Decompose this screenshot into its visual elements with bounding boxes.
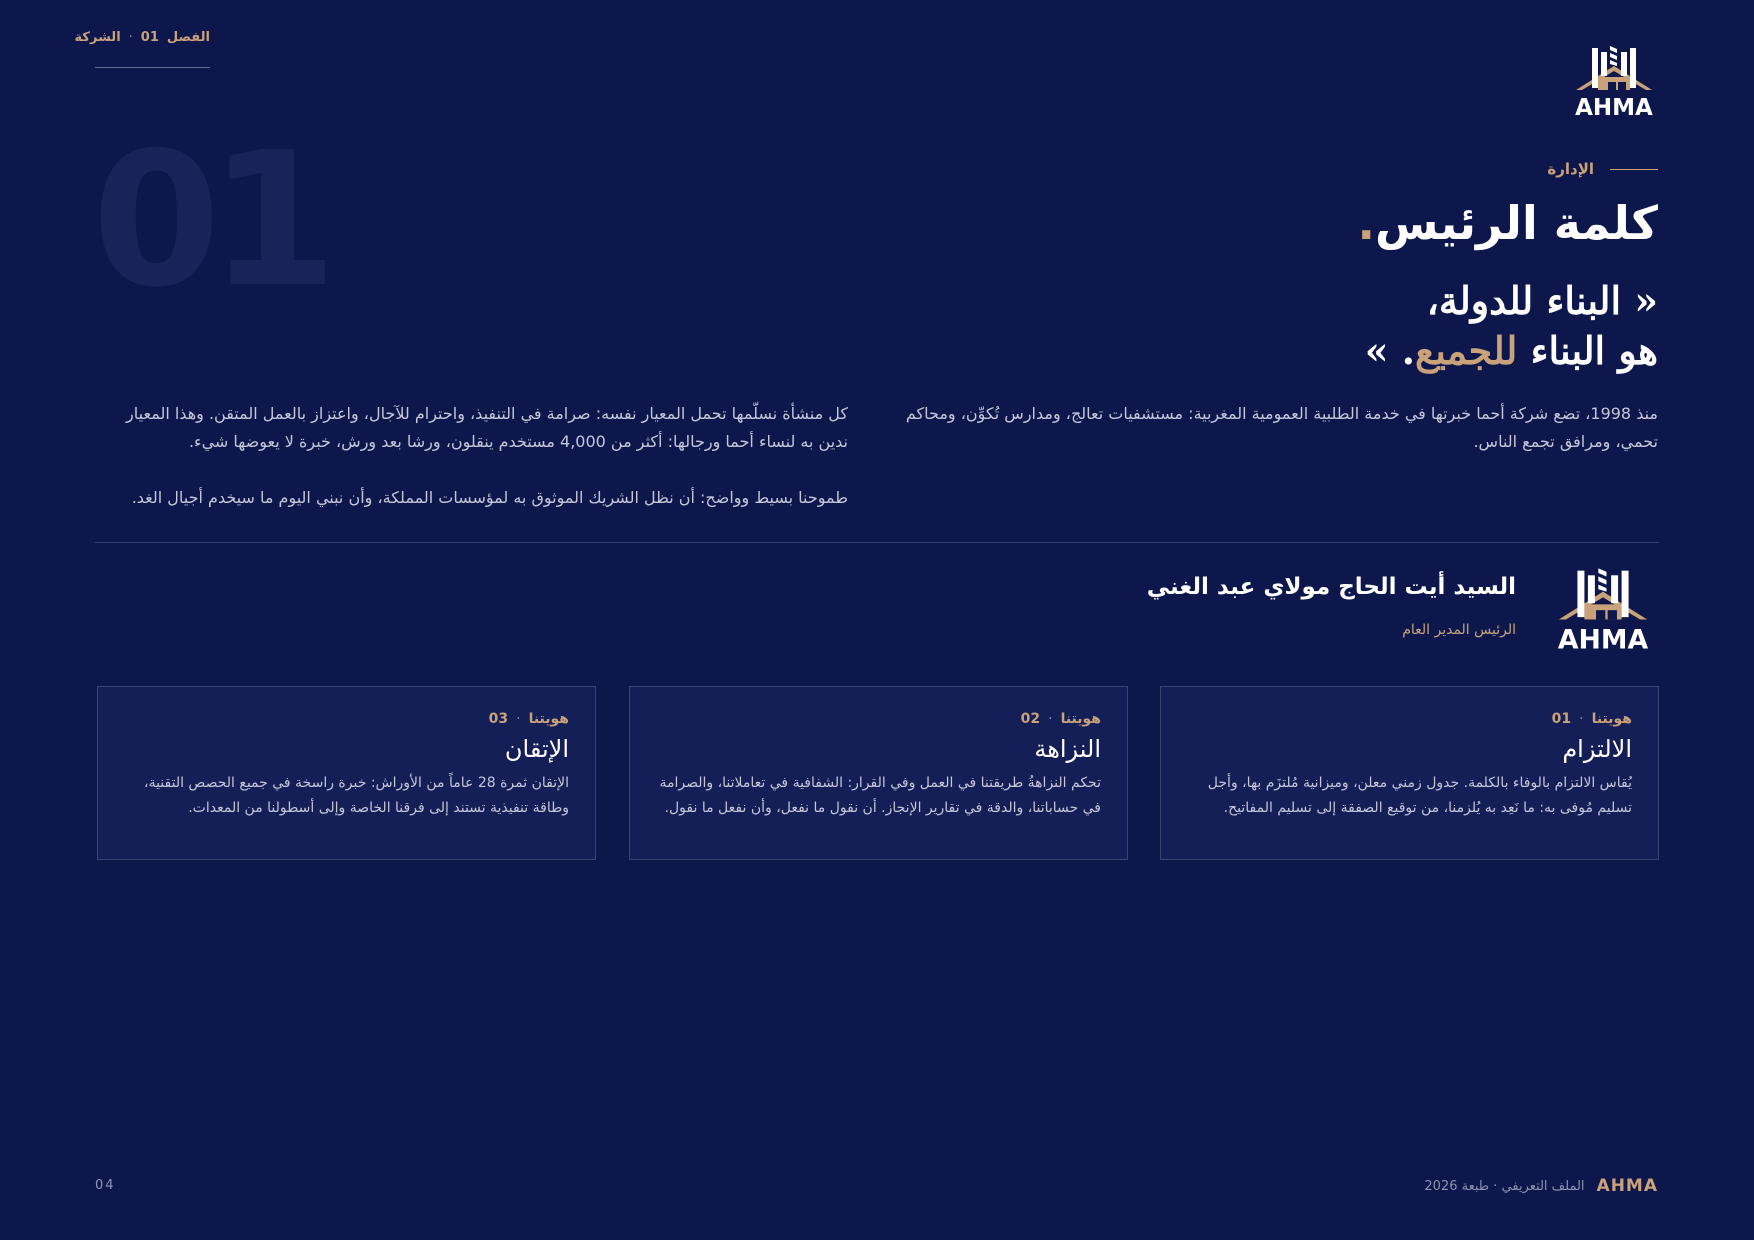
value-eyebrow-separator: · bbox=[516, 711, 521, 727]
value-card-3 bbox=[97, 686, 596, 860]
quote-accent-word: للجميع bbox=[1414, 328, 1518, 373]
value-card-eyebrow bbox=[1187, 711, 1632, 727]
page-number: 04 bbox=[95, 1178, 116, 1193]
footer-brand bbox=[1424, 1176, 1658, 1196]
quote-line-2 bbox=[1365, 326, 1658, 376]
president-role: الرئيس المدير العام bbox=[1402, 622, 1516, 638]
chapter-topic: الشركة bbox=[74, 30, 121, 45]
intro-paragraph-left bbox=[95, 400, 848, 512]
value-card-title: النزاهة bbox=[1034, 735, 1101, 763]
footer-separator: · bbox=[1493, 1178, 1498, 1194]
section-divider bbox=[95, 542, 1659, 543]
footer-meta bbox=[1424, 1179, 1584, 1194]
value-card-body: يُقاس الالتزام بالوفاء بالكلمة. جدول زمني معلن، وميزانية مُلتزَم بها، وأجل تسليم مُوفى به: ما نَعِد به يُلزمنا، من توقيع الصفقة إلى تسليم المفاتيح. bbox=[1207, 775, 1632, 816]
value-card-eyebrow bbox=[656, 711, 1101, 727]
value-card-2 bbox=[629, 686, 1128, 860]
value-eyebrow-separator: · bbox=[1048, 711, 1053, 727]
quote-line-2-start: هو البناء bbox=[1517, 328, 1658, 373]
page-title-dot: . bbox=[1357, 196, 1375, 250]
value-eyebrow-label: هويتنا bbox=[1060, 711, 1101, 727]
values-cards bbox=[95, 686, 1659, 862]
footer-brand-name: AHMA bbox=[1596, 1176, 1658, 1196]
motto-quote bbox=[1365, 276, 1658, 376]
chapter-big-number: 01 bbox=[92, 112, 326, 328]
building-icon bbox=[1576, 46, 1652, 90]
value-card-1 bbox=[1160, 686, 1659, 860]
president-name: السيد أيت الحاج مولاي عبد الغني bbox=[1146, 574, 1516, 600]
value-card-body: تحكم النزاهةُ طريقتنا في العمل وفي القرار: الشفافية في تعاملاتنا، والصرامة في حساباتنا، والدقة في تقارير الإنجاز. أن نقول ما نفعل، وأن نفعل ما نقول. bbox=[659, 775, 1101, 816]
value-eyebrow-number: 03 bbox=[488, 711, 509, 727]
intro-paragraph-right bbox=[898, 400, 1658, 456]
intro-right-text: منذ 1998، تضع شركة أحما خبرتها في خدمة الطلبية العمومية المغربية: مستشفيات تعالج، ومدارس تُكوِّن، ومحاكم تحمي، ومرافق تجمع الناس. bbox=[905, 404, 1658, 451]
chapter-underline bbox=[95, 67, 210, 68]
section-dash bbox=[1610, 169, 1658, 170]
value-eyebrow-separator: · bbox=[1579, 711, 1584, 727]
president-logo bbox=[1548, 566, 1658, 652]
section-label-text: الإدارة bbox=[1547, 160, 1594, 178]
value-card-title: الالتزام bbox=[1562, 735, 1632, 763]
intro-left-p1: كل منشأة نسلّمها تحمل المعيار نفسه: صرامة في التنفيذ، واحترام للآجال، واعتزاز بالعمل المتقن. وهذا المعيار ندين به لنساء أحما ورجالها: أكثر من 4,000 مستخدم ينقلون، ورشا بعد ورش، خبرة لا يعوضها شيء. bbox=[126, 404, 848, 451]
quote-line-2-end: . » bbox=[1364, 328, 1415, 373]
logo-text: AHMA bbox=[1575, 95, 1653, 118]
page-title bbox=[1358, 196, 1659, 250]
chapter-tag bbox=[74, 30, 210, 45]
value-card-body: الإتقان ثمرة 28 عاماً من الأوراش: خبرة راسخة في جميع الحصص التقنية، وطاقة تنفيذية تستند إلى فرقنا الخاصة وإلى أسطولنا من المعدات. bbox=[144, 775, 569, 816]
chapter-separator: · bbox=[128, 30, 133, 45]
value-card-title: الإتقان bbox=[504, 735, 569, 763]
footer-doc-title: الملف التعريفي bbox=[1501, 1178, 1585, 1194]
chapter-label: الفصل bbox=[166, 30, 210, 45]
building-icon bbox=[1559, 568, 1647, 619]
footer-edition: طبعة 2026 bbox=[1424, 1178, 1490, 1194]
quote-line-1: « البناء للدولة، bbox=[1426, 278, 1658, 323]
ahma-logo bbox=[1568, 44, 1660, 118]
value-eyebrow-number: 02 bbox=[1020, 711, 1041, 727]
chapter-number: 01 bbox=[140, 30, 159, 45]
section-label bbox=[1547, 160, 1658, 178]
president-logo-text: AHMA bbox=[1557, 624, 1649, 652]
value-eyebrow-label: هويتنا bbox=[1591, 711, 1632, 727]
page-title-text: كلمة الرئيس bbox=[1374, 196, 1658, 250]
value-card-eyebrow bbox=[124, 711, 569, 727]
value-eyebrow-label: هويتنا bbox=[528, 711, 569, 727]
intro-left-p2: طموحنا بسيط وواضح: أن نظل الشريك الموثوق به لمؤسسات المملكة، وأن نبني اليوم ما سيخدم أجيال الغد. bbox=[131, 488, 848, 507]
value-eyebrow-number: 01 bbox=[1551, 711, 1572, 727]
